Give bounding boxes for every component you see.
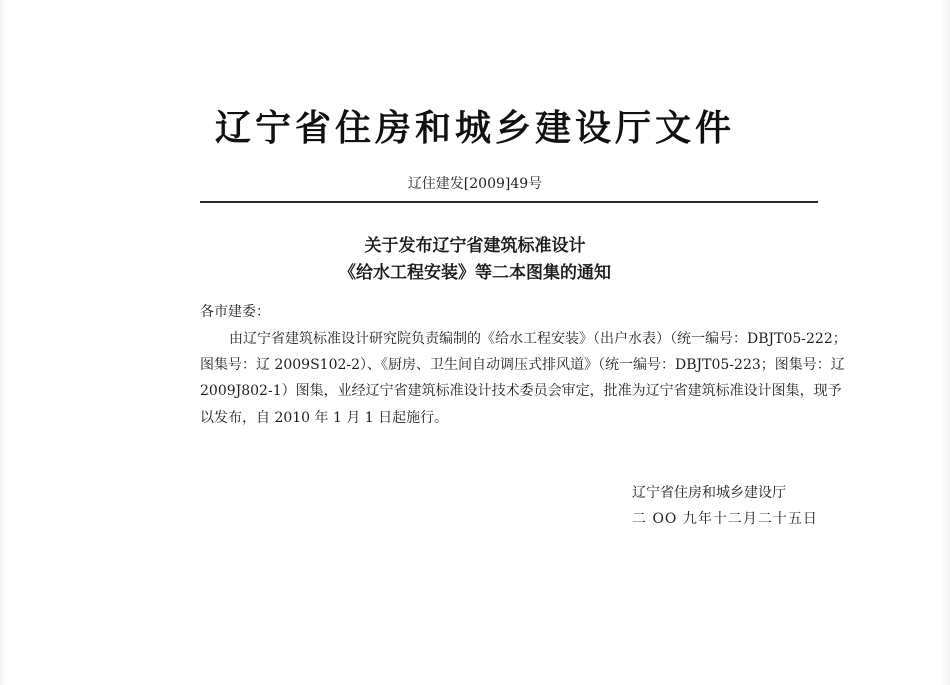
body-line-4: 以发布，自 2010 年 1 月 1 日起施行。 <box>200 410 449 426</box>
document-number: 辽住建发[2009]49号 <box>407 176 543 192</box>
header-divider <box>200 201 818 203</box>
body-line-3: 2009J802-1）图集，业经辽宁省建筑标准设计技术委员会审定，批准为辽宁省建筑标准设计图集，现予 <box>200 383 842 399</box>
issue-date: 二 OO 九年十二月二十五日 <box>632 511 818 527</box>
body-line-2: 图集号：辽 2009S102-2）、《厨房、卫生间自动调压式排风道》（统一编号：DBJT05-223；图集号：辽 <box>200 357 845 373</box>
notice-title-line-2: 《给水工程安装》等二本图集的通知 <box>339 263 611 283</box>
notice-title-line-1: 关于发布辽宁省建筑标准设计 <box>364 236 586 256</box>
document-header-title: 辽宁省住房和城乡建设厅文件 <box>214 107 735 149</box>
salutation: 各市建委： <box>200 304 270 320</box>
body-line-1: 由辽宁省建筑标准设计研究院负责编制的《给水工程安装》（出户水表）（统一编号：DBJT05-222； <box>229 331 847 347</box>
issuer-name: 辽宁省住房和城乡建设厅 <box>632 485 786 501</box>
